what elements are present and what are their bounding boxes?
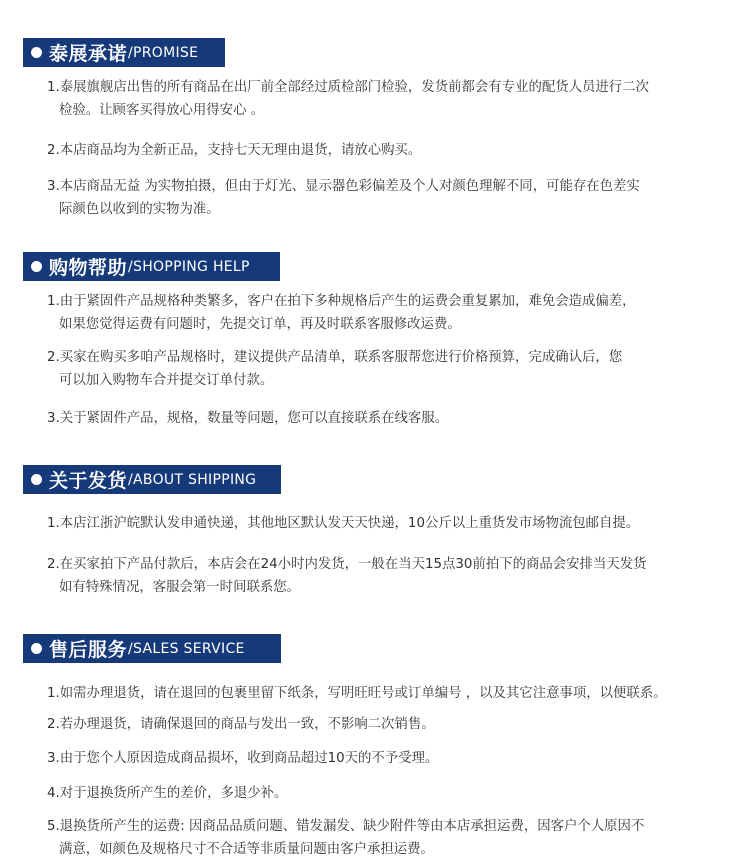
section-title-en: /SALES SERVICE [128, 640, 245, 657]
item-line-continued: 检验。让顾客买得放心用得安心 。 [59, 103, 265, 118]
item-line: 2.本店商品均为全新正品，支持七天无理由退货，请放心购买。 [47, 143, 422, 158]
item-line-continued: 如果您觉得运费有问题时，先提交订单，再及时联系客服修改运费。 [59, 317, 461, 332]
list-item [47, 553, 737, 599]
list-item [47, 682, 737, 705]
item-line: 1.本店江浙沪皖默认发申通快递，其他地区默认发天天快递，10公斤以上重货发市场物流包邮自提。 [47, 516, 640, 531]
list-item [47, 175, 737, 221]
list-item [47, 747, 737, 770]
list-item [47, 346, 737, 392]
section-header-sales-service [23, 634, 281, 663]
section-title-en: /ABOUT SHIPPING [128, 471, 257, 488]
section-header-promise [23, 38, 225, 67]
bullet-dot-icon [31, 261, 42, 272]
list-item [47, 713, 737, 736]
item-line: 5.退换货所产生的运费: 因商品品质问题、错发漏发、缺少附件等由本店承担运费，因客户个人原因不 [47, 819, 645, 834]
item-line: 2.在买家拍下产品付款后，本店会在24小时内发货，一般在当天15点30前拍下的商品会安排当天发货 [47, 557, 647, 572]
section-header-shopping-help [23, 252, 280, 281]
bullet-dot-icon [31, 643, 42, 654]
item-line-continued: 可以加入购物车合并提交订单付款。 [59, 373, 274, 388]
list-item [47, 782, 737, 805]
item-line: 1.泰展旗舰店出售的所有商品在出厂前全部经过质检部门检验，发货前都会有专业的配货人员进行二次 [47, 80, 649, 95]
item-line: 3.由于您个人原因造成商品损坏，收到商品超过10天的不予受理。 [47, 751, 439, 766]
section-title-en: /SHOPPING HELP [128, 258, 250, 275]
item-line: 4.对于退换货所产生的差价，多退少补。 [47, 786, 288, 801]
section-title-zh: 泰展承诺 [49, 43, 128, 65]
section-title-zh: 购物帮助 [49, 257, 128, 279]
item-line: 1.由于紧固件产品规格种类繁多，客户在拍下多种规格后产生的运费会重复累加，难免会造成偏差， [47, 294, 636, 309]
item-line-continued: 如有特殊情况，客服会第一时间联系您。 [59, 580, 301, 595]
item-line: 2.若办理退货，请确保退回的商品与发出一致，不影响二次销售。 [47, 717, 435, 732]
item-line: 1.如需办理退货，请在退回的包裹里留下纸条，写明旺旺号或订单编号 ，以及其它注意事项，以便联系。 [47, 686, 667, 701]
item-line-continued: 际颜色以收到的实物为准。 [59, 202, 220, 217]
list-item [47, 139, 737, 162]
section-title-zh: 关于发货 [49, 470, 128, 492]
item-line: 3.关于紧固件产品，规格，数量等问题，您可以直接联系在线客服。 [47, 411, 449, 426]
item-line: 2.买家在购买多咱产品规格时，建议提供产品清单，联系客服帮您进行价格预算，完成确认后，您 [47, 350, 623, 365]
list-item [47, 815, 737, 861]
section-title-en: /PROMISE [128, 44, 199, 61]
list-item [47, 76, 737, 122]
bullet-dot-icon [31, 47, 42, 58]
section-title-zh: 售后服务 [49, 639, 128, 661]
item-line-continued: 满意，如颜色及规格尺寸不合适等非质量问题由客户承担运费。 [59, 842, 434, 857]
list-item [47, 407, 737, 430]
bullet-dot-icon [31, 474, 42, 485]
list-item [47, 290, 737, 336]
item-line: 3.本店商品无益 为实物拍摄，但由于灯光、显示器色彩偏差及个人对颜色理解不同，可能存在色差实 [47, 179, 640, 194]
section-header-about-shipping [23, 465, 281, 494]
list-item [47, 512, 737, 535]
